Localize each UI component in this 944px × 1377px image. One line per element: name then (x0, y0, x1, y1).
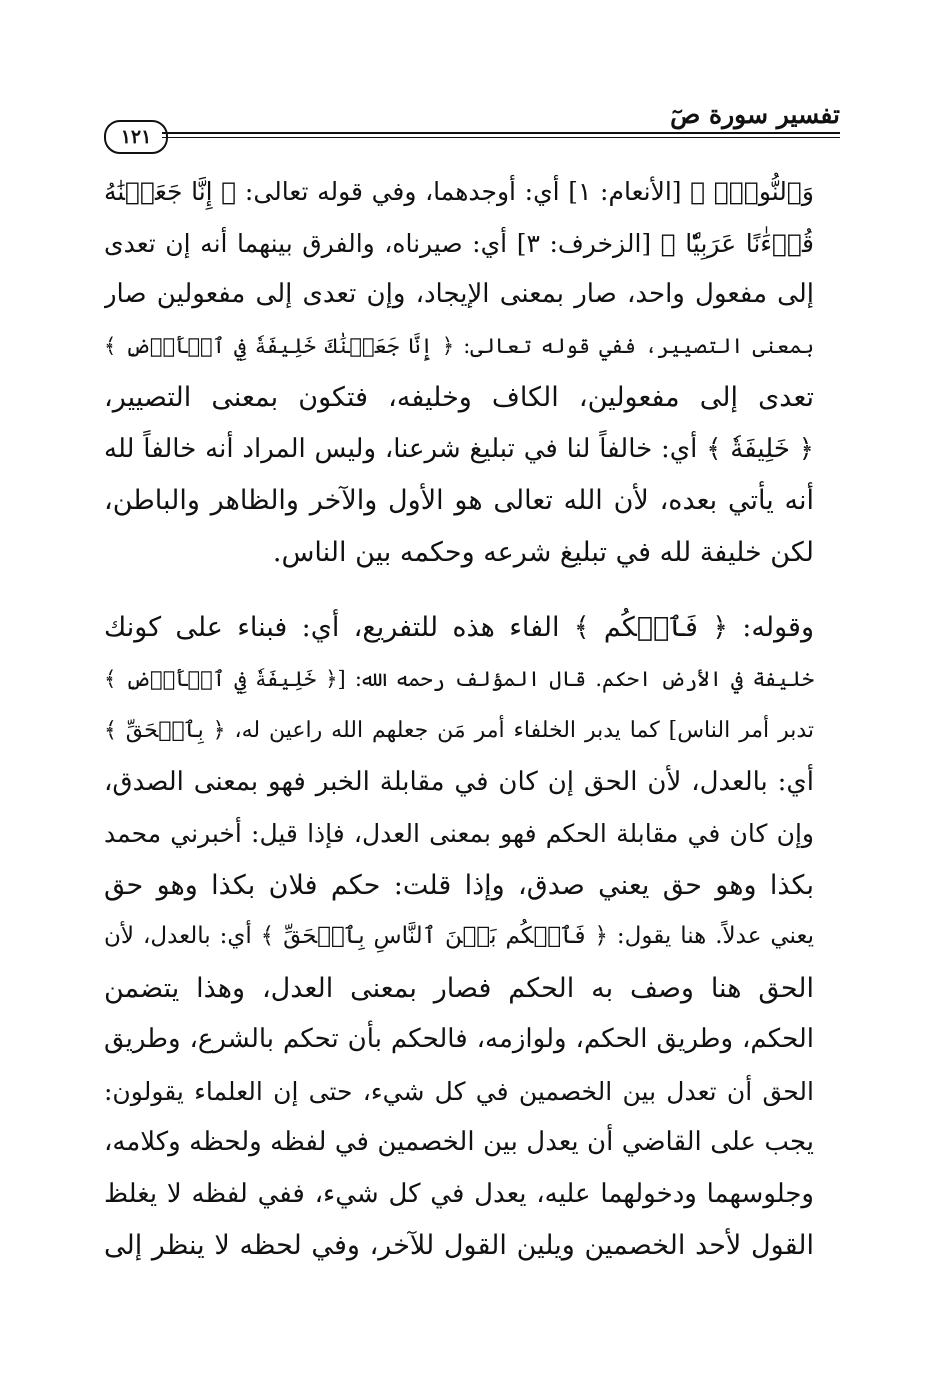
text-line: وَٱلنُّورَۖ ﴾ [الأنعام: ١] أي: أوجدهما، وفي قوله تعالى: ﴿ إِنَّا جَعَلۡنَٰهُ (104, 177, 814, 206)
paragraph-1 (104, 166, 814, 578)
text-line: يجب على القاضي أن يعدل بين الخصمين في لفظه ولحظه وكلامه، (104, 1127, 814, 1157)
text-line: الحكم، وطريق الحكم، ولوازمه، فالحكم بأن تحكم بالشرع، وطريق (104, 1024, 814, 1054)
text-line: ﴿ خَلِيفَةٗ ﴾ أي: خالفاً لنا في تبليغ شرعنا، وليس المراد أنه خالفاً لله (104, 433, 814, 464)
page-number-badge: ١٢١ (104, 120, 168, 154)
text-line: القول لأحد الخصمين ويلين القول للآخر، وفي لحظه لا ينظر إلى (104, 1230, 814, 1261)
text-line: يعني عدلاً. هنا يقول: ﴿ فَٱحۡكُم بَيۡنَ ٱلنَّاسِ بِٱلۡحَقِّ ﴾ أي: بالعدل، لأن (104, 923, 814, 949)
text-line: وجلوسهما ودخولهما عليه، يعدل في كل شيء، ففي لفظه لا يغلظ (104, 1178, 814, 1209)
header-rule (162, 132, 840, 138)
text-line: الحق هنا وصف به الحكم فصار بمعنى العدل، وهذا يتضمن (104, 972, 814, 1004)
text-line: بكذا وهو حق يعني صدق، وإذا قلت: حكم فلان بكذا وهو حق (104, 869, 814, 901)
text-line: إلى مفعول واحد، صار بمعنى الإيجاد، وإن تعدى إلى مفعولين صار (104, 279, 814, 309)
text-line: تعدى إلى مفعولين، الكاف وخليفه، فتكون بمعنى التصيير، (104, 382, 814, 413)
text-line: أنه يأتي بعده، لأن الله تعالى هو الأول والآخر والظاهر والباطن، (104, 485, 814, 516)
text-line: قُرۡءَٰنًا عَرَبِيّٗا ﴾ [الزخرف: ٣] أي: صيرناه، والفرق بينهما أنه إن تعدى (104, 228, 814, 258)
text-line: وقوله: ﴿ فَٱحۡكُم ﴾ الفاء هذه للتفريع، أي: فبناء على كونك (104, 612, 814, 643)
text-line: تدبر أمر الناس] كما يدبر الخلفاء أمر مَن جعلهم الله راعين له، ﴿ بِٱلۡحَقِّ ﴾ (104, 718, 814, 743)
text-line: أي: بالعدل، لأن الحق إن كان في مقابلة الخبر فهو بمعنى الصدق، (104, 766, 814, 797)
body-text (104, 166, 814, 1272)
text-line: خليفة في الأرض احكم. قال المؤلف رحمه الله: [﴿ خَلِيفَةٗ فِي ٱلۡأَرۡضِ ﴾ (104, 666, 814, 691)
paragraph-2 (104, 602, 814, 1272)
page-header (96, 98, 840, 158)
paragraph-gap (104, 578, 814, 602)
text-line: الحق أن تعدل بين الخصمين في كل شيء، حتى إن العلماء يقولون: (104, 1076, 814, 1106)
text-line: وإن كان في مقابلة الحكم فهو بمعنى العدل، فإذا قيل: أخبرني محمد (104, 819, 814, 848)
text-line: لكن خليفة لله في تبليغ شرعه وحكمه بين الناس. (272, 536, 814, 568)
header-title: تفسير سورة صٓ (670, 100, 840, 129)
text-line: بمعنى التصيير، ففي قوله تعالى: ﴿ إِنَّا جَعَلۡنَٰكَ خَلِيفَةٗ فِي ٱلۡأَرۡضِ ﴾ (104, 333, 814, 358)
